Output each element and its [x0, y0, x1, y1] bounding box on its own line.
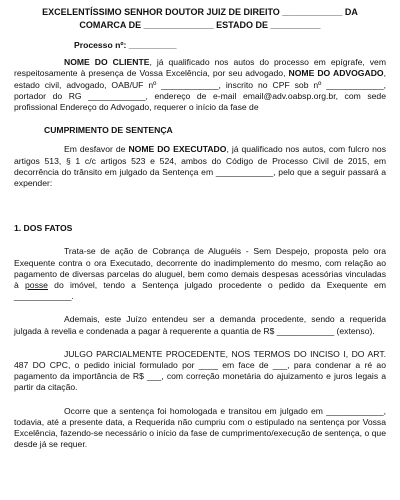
cumprimento-paragraph: [14, 144, 386, 189]
lawyer-name: NOME DO ADVOGADO: [288, 68, 384, 79]
cumprimento-title: CUMPRIMENTO DE SENTENÇA: [44, 125, 173, 136]
fatos-paragraph-4: Ocorre que a sentença foi homologada e transitou em julgado em ____________, todavia, até a presente data, a Requerida não cumpriu com o estipulado na sentença por Vossa Excelência, fazendo-se necessário o início da fase de cumprimento/execução de sentença, o que desde já se requer.: [14, 405, 386, 450]
court-address-line-1: EXCELENTÍSSIMO SENHOR DOUTOR JUIZ DE DIREITO ____________ DA: [42, 7, 358, 17]
cumprimento-text-2: , já qualificado nos autos, com fulcro nos artigos 513, § 1 c/c artigos 523 e 524, ambos do Código de Processo Civil de 2015, em decorrência do trânsito em julgado da Sentença em ____________, pelo que a seguir passará a expender:: [14, 144, 387, 189]
process-number: Processo nº: __________: [74, 40, 177, 50]
fatos-p1-text-a: Trata-se de ação de Cobrança de Aluguéis - Sem Despejo, proposta pelo ora Exequente contra o ora Executado, decorrente do inadimplemento do mesmo, com relação ao pagamento de diversas parcelas do aluguel, bem como demais despesas acessórias vinculadas à: [14, 246, 386, 291]
posse-word: posse: [25, 280, 48, 291]
fatos-p1-text-b: do imóvel, tendo a Sentença julgado procedente o pedido da Exequente em ____________.: [14, 280, 386, 302]
client-name: NOME DO CLIENTE: [64, 57, 150, 68]
court-address-line-2: COMARCA DE ______________ ESTADO DE __________: [79, 20, 321, 30]
intro-paragraph: [14, 57, 386, 113]
cumprimento-text-1: Em desfavor de: [64, 144, 129, 155]
fatos-paragraph-2: Ademais, este Juízo entendeu ser a demanda procedente, sendo a requerida julgada à revelia e condenada a pagar à requerente a quantia de R$ ____________ (extenso).: [14, 314, 386, 336]
intro-text-2: , estado civil, advogado, OAB/UF nº ____________, inscrito no CPF sob nº ____________, portador do RG ____________, endereço de e-mail email@adv.oabsp.org.br, com sede profissional Endereço do Advogado, requerer o início da fase de: [14, 68, 386, 113]
executed-name: NOME DO EXECUTADO: [128, 144, 227, 155]
intro-text-1: , já qualificado nos autos do processo em epígrafe, vem respeitosamente à presença de Vossa Excelência, por seu advogado,: [14, 57, 386, 79]
fatos-paragraph-1: [14, 246, 386, 302]
fatos-paragraph-3: JULGO PARCIALMENTE PROCEDENTE, NOS TERMOS DO INCISO I, DO ART. 487 DO CPC, o pedido inicial formulado por ____ em face de ___, para condenar a ré ao pagamento da importância de R$ ___, com correção monetária do ajuizamento e juros legais a partir da citação.: [14, 348, 386, 393]
section-heading-fatos: 1. DOS FATOS: [14, 223, 73, 234]
